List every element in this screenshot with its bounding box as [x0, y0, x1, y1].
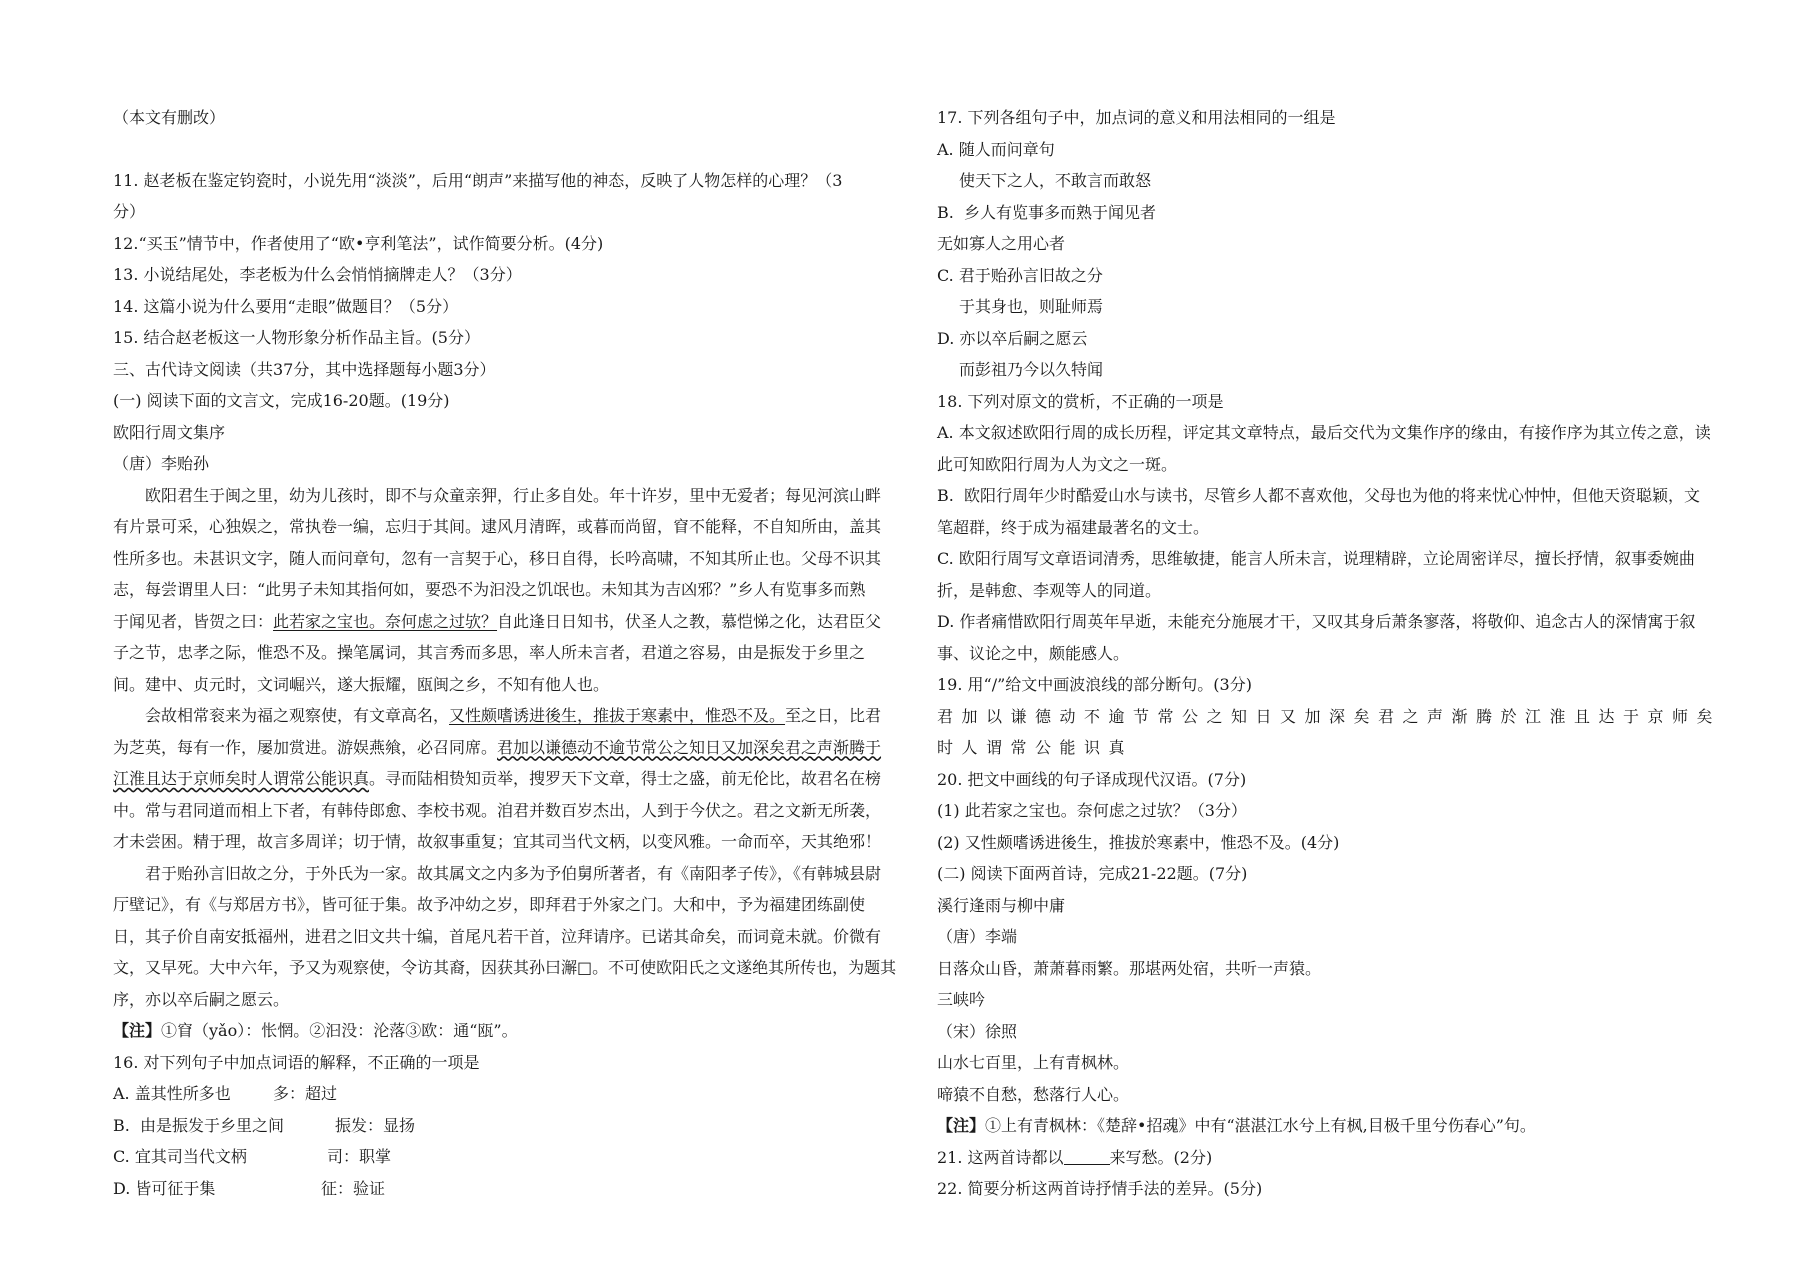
paragraph-line: 序，亦以卒后嗣之愿云。 [113, 989, 290, 1009]
question-20: 20. 把文中画线的句子译成现代汉语。(7分) [937, 769, 1247, 789]
option-b: B. 欧阳行周年少时酷爱山水与读书，尽管乡人都不喜欢他，父母也为他的将来忧心忡忡，但他天资聪颖，文 [937, 486, 1701, 505]
option-explanation: 振发：显扬 [335, 1115, 416, 1135]
option-d: D. 亦以卒后嗣之愿云 [937, 328, 1088, 348]
answer-blank [1064, 1148, 1110, 1165]
right-column [937, 102, 1727, 1205]
option-a-pair: 使天下之人，不敢言而敢怒 [959, 171, 1152, 190]
option-c: C. 欧阳行周写文章语词清秀，思维敏捷，能言人所未言，说理精辟，立论周密详尽，擅长抒情，叙事委婉曲 [937, 549, 1695, 568]
paragraph-line [113, 763, 903, 795]
option-sentence: C. 宜其司当代文柄 [113, 1147, 247, 1166]
poem-author: （宋）徐照 [937, 1021, 1018, 1041]
text-run: 至之日，比君 [785, 706, 882, 725]
question-22: 22. 简要分析这两首诗抒情手法的差异。(5分) [937, 1179, 1263, 1198]
paragraph-line [113, 700, 903, 732]
poem-text: 日落众山昏，萧萧暮雨繁。那堪两处宿，共听一声猿。 [937, 958, 1322, 978]
footnote [937, 1110, 1727, 1142]
paragraph-line: 欧阳君生于闽之里，幼为儿孩时，即不与众童亲狎，行止多自处。年十许岁，里中无爱者；每见河滨山畔 [145, 485, 882, 505]
question-14: 14. 这篇小说为什么要用“走眼”做题目？（5分） [113, 296, 459, 316]
question-12: 12.“买玉”情节中，作者使用了“欧•亨利笔法”，试作简要分析。(4分) [113, 233, 604, 253]
option-d [113, 1173, 903, 1205]
option-b [113, 1110, 903, 1142]
option-sentence: D. 皆可征于集 [113, 1178, 216, 1198]
spacer [113, 134, 903, 165]
footnote-text: ①上有青枫林：《楚辞•招魂》中有“湛湛江水兮上有枫,目极千里兮伤春心”句。 [985, 1116, 1536, 1135]
wavy-underlined-passage: 君加以谦德动不逾节常公之知日又加深矣君之声渐腾于 [497, 737, 882, 757]
text-run: 于闻见者，皆贺之曰： [113, 611, 274, 631]
text-run: 自此逢日日知书，伏圣人之教，慕恺悌之化，达君臣父 [497, 611, 882, 631]
subsection-heading: (一) 阅读下面的文言文，完成16-20题。(19分) [113, 391, 450, 410]
revision-note: （本文有删改） [113, 108, 226, 127]
paragraph-line: 有片景可采，心独娱之，常执卷一编，忘归于其间。逮风月清晖，或暮而尚留，窅不能释，不自知所由，盖其 [113, 517, 882, 536]
paragraph-line: 间。建中、贞元时，文词崛兴，遂大振耀，瓯闽之乡，不知有他人也。 [113, 674, 610, 694]
question-21 [937, 1142, 1727, 1174]
option-explanation: 征：验证 [321, 1178, 386, 1198]
paragraph-line [113, 732, 903, 764]
question-16: 16. 对下列句子中加点词语的解释，不正确的一项是 [113, 1052, 480, 1072]
option-sentence: B. 由是振发于乡里之间 [113, 1115, 285, 1135]
punctuation-passage: 时人谓常公能识真 [937, 738, 1134, 757]
question-19: 19. 用“/”给文中画波浪线的部分断句。(3分) [937, 675, 1252, 694]
option-c [113, 1141, 903, 1173]
underlined-sentence-2: 又性颇嗜诱进後生，推拔于寒素中，惟恐不及。 [449, 706, 786, 725]
poem-text: 啼猿不自愁，愁落行人心。 [937, 1084, 1130, 1104]
paragraph-line: 日，其子价自南安抵福州，进君之旧文共十编，首尾凡若干首，泣拜请序。已诺其命矣，而词竟未就。价微有 [113, 926, 882, 946]
underlined-sentence-1: 此若家之宝也。奈何虑之过欤？ [273, 611, 498, 631]
option-a-cont: 此可知欧阳行周为人为文之一斑。 [937, 454, 1178, 474]
question-15: 15. 结合赵老板这一人物形象分析作品主旨。(5分） [113, 328, 480, 347]
option-d-cont: 事、议论之中，颇能感人。 [937, 643, 1130, 663]
question-13: 13. 小说结尾处，李老板为什么会悄悄摘牌走人？（3分） [113, 265, 522, 284]
option-d-pair: 而彭祖乃今以久特闻 [959, 360, 1104, 379]
footnote-label: 【注】 [937, 1116, 986, 1135]
poem-text: 山水七百里，上有青枫林。 [937, 1053, 1130, 1072]
option-b-cont: 笔超群，终于成为福建最著名的文士。 [937, 517, 1210, 537]
text-run: 会故相常衮来为福之观察使，有文章高名， [145, 706, 450, 725]
subsection-heading: (二) 阅读下面两首诗，完成21-22题。(7分) [937, 864, 1248, 883]
option-c-cont: 折，是韩愈、李观等人的同道。 [937, 580, 1162, 600]
paragraph-line: 性所多也。未甚识文字，随人而问章句，忽有一言契于心，移日自得，长吟高啸，不知其所止也。父母不识其 [113, 548, 882, 568]
translation-item-2: (2) 又性颇嗜诱进後生，推拔於寒素中，惟恐不及。(4分) [937, 832, 1340, 852]
paragraph-line: 中。常与君同道而相上下者，有韩侍郎愈、李校书观。洎君并数百岁杰出，人到于今伏之。君之文新无所袭， [113, 800, 882, 820]
footnote [113, 1015, 903, 1047]
section-heading: 三、古代诗文阅读（共37分，其中选择题每小题3分） [113, 359, 496, 379]
question-18: 18. 下列对原文的赏析，不正确的一项是 [937, 391, 1224, 411]
paragraph-line: 文，又早死。大中六年，予又为观察使，令访其裔，因获其孙曰澥□。不可使欧阳氏之文遂绝其所传也，为题其 [113, 958, 897, 977]
paragraph-line: 志，每尝谓里人曰：“此男子未知其指何如，要恐不为汩没之饥氓也。未知其为吉凶邪？”乡人有览事多而熟 [113, 580, 866, 599]
text-run: 来写愁。(2分) [1109, 1147, 1213, 1167]
paragraph-line: 厅壁记》，有《与郑居方书》，皆可征于集。故予冲幼之岁，即拜君于外家之门。大和中，予为福建团练副使 [113, 895, 866, 914]
option-a: A. 本文叙述欧阳行周的成长历程，评定其文章特点，最后交代为文集作序的缘由，有接作序为其立传之意，读 [937, 423, 1711, 442]
punctuation-passage: 君加以谦德动不逾节常公之知日又加深矣君之声渐腾於江淮且达于京师矣 [937, 706, 1722, 726]
option-a [113, 1078, 903, 1110]
wavy-underlined-passage: 江淮且达于京师矣时人谓常公能识真 [113, 769, 370, 788]
question-11-cont: 分） [113, 202, 146, 221]
translation-item-1: (1) 此若家之宝也。奈何虑之过欤？（3分） [937, 801, 1247, 820]
essay-title: 欧阳行周文集序 [113, 422, 226, 442]
option-explanation: 司：职掌 [327, 1147, 392, 1166]
option-a: A. 随人而问章句 [937, 139, 1055, 159]
footnote-text: ①窅（yǎo）：怅惘。②汩没：沦落③欧：通“瓯”。 [161, 1021, 518, 1040]
text-run: 。寻而陆相贽知贡举，搜罗天下文章，得士之盛，前无伦比，故君名在榜 [369, 769, 882, 788]
poem-title: 三峡吟 [937, 990, 986, 1009]
question-11: 11. 赵老板在鉴定钧瓷时，小说先用“淡淡”，后用“朗声”来描写他的神态，反映了人物怎样的心理？（3 [113, 170, 843, 190]
question-17: 17. 下列各组句子中，加点词的意义和用法相同的一组是 [937, 108, 1336, 127]
option-sentence: A. 盖其性所多也 [113, 1084, 231, 1103]
option-b: B. 乡人有览事多而熟于闻见者 [937, 202, 1157, 222]
option-explanation: 多：超过 [273, 1084, 338, 1103]
paragraph-line [113, 606, 903, 638]
footnote-label: 【注】 [113, 1021, 162, 1040]
essay-author: （唐）李贻孙 [113, 454, 210, 473]
paragraph-line: 君于贻孙言旧故之分，于外氏为一家。故其属文之内多为予伯舅所著者，有《南阳孝子传》，《有韩城县尉 [145, 863, 882, 883]
option-b-pair: 无如寡人之用心者 [937, 234, 1066, 253]
option-d: D. 作者痛惜欧阳行周英年早逝，未能充分施展才干，又叹其身后萧条寥落，将敬仰、追念古人的深情寓于叙 [937, 612, 1696, 631]
poem-author: （唐）李端 [937, 927, 1018, 946]
text-run: 为芝英，每有一作，屡加赏进。游娱燕飨，必召同席。 [113, 737, 498, 757]
paragraph-line: 才未尝困。精于理，故言多周详；切于情，故叙事重复；宜其司当代文柄，以变风雅。一命而卒，天其绝邪！ [113, 832, 882, 851]
paragraph-line: 子之节，忠孝之际，惟恐不及。操笔属词，其言秀而多思，率人所未言者，君道之容易，由是振发于乡里之 [113, 643, 866, 662]
option-c: C. 君于贻孙言旧故之分 [937, 265, 1103, 285]
left-column [113, 102, 903, 1204]
option-c-pair: 于其身也，则耻师焉 [959, 297, 1104, 316]
text-run: 21. 这两首诗都以 [937, 1147, 1064, 1167]
poem-title: 溪行逢雨与柳中庸 [937, 895, 1066, 915]
